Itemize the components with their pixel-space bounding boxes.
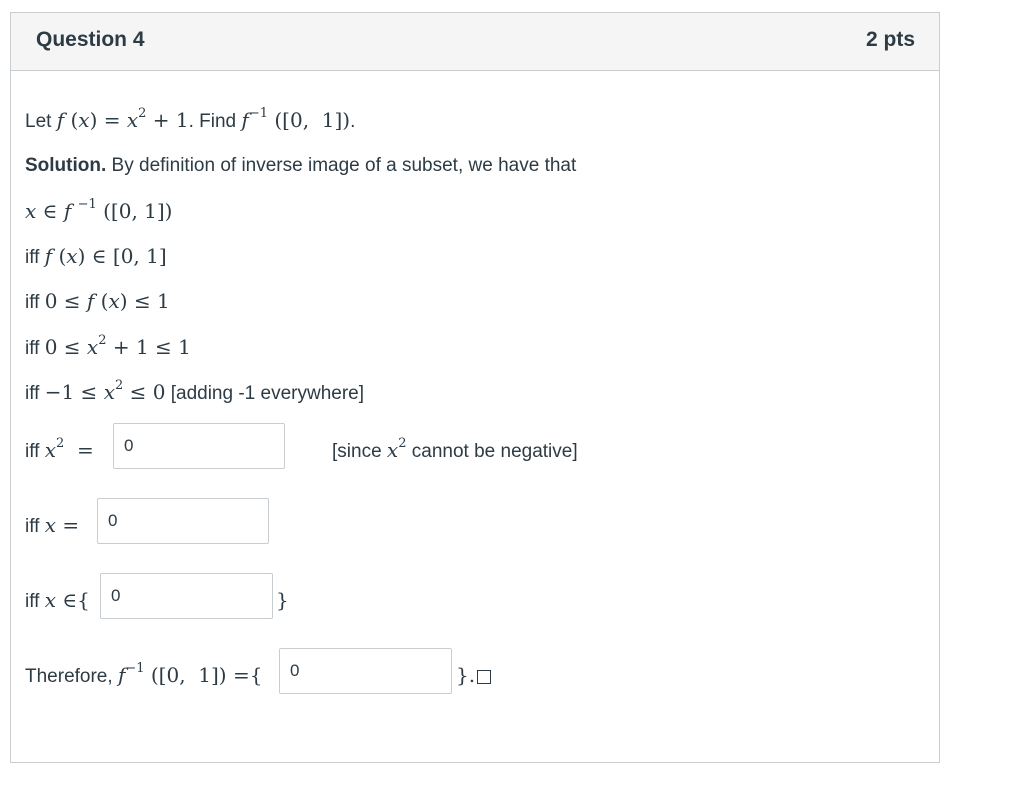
prompt-find: . Find — [188, 111, 237, 132]
since-prefix: [since — [332, 441, 382, 462]
question-points: 2 pts — [865, 28, 915, 51]
iff-label: iff — [25, 516, 40, 537]
step-image-membership — [25, 244, 167, 270]
since-note — [332, 438, 578, 464]
adding-note: [adding -1 everywhere] — [170, 383, 365, 404]
therefore-formula: $f^{-1}$ ([0, 1]) ={ — [117, 661, 263, 687]
question-title: Question 4 — [36, 28, 145, 51]
iff-label: iff — [25, 383, 40, 404]
prompt-let: Let — [25, 111, 52, 132]
final-close — [456, 663, 491, 689]
step-inequality-x2 — [25, 380, 364, 406]
answer-x-squared-input[interactable] — [113, 423, 285, 469]
x-in-set-formula: x ∈{ — [44, 588, 90, 612]
image-membership-formula: f (x) ∈ [0, 1] — [44, 244, 167, 268]
final-close-brace: }. — [456, 663, 476, 687]
iff-label: iff — [25, 247, 40, 268]
step-inequality-fx — [25, 289, 170, 315]
since-suffix: cannot be negative] — [411, 441, 578, 462]
solution-intro — [25, 154, 576, 178]
answer-x-in-set-value: 0 — [111, 586, 121, 605]
iff-label: iff — [25, 591, 40, 612]
solution-label: Solution. — [25, 155, 107, 176]
answer-x-value: 0 — [108, 511, 118, 530]
inequality-x2-formula: $-1 \le x^2 \le 0$ — [44, 378, 166, 404]
step-membership — [25, 199, 172, 225]
iff-label: iff — [25, 338, 40, 359]
answer-final-set-value: 0 — [290, 661, 300, 680]
step-therefore — [25, 663, 262, 689]
membership-formula: x ∈ f $^{-1}$ ([0, 1]) — [25, 197, 173, 223]
question-header — [11, 13, 939, 71]
set-close-brace: } — [276, 588, 289, 612]
since-x-squared: $x^2$ — [386, 436, 407, 462]
solution-text: By definition of inverse image of a subset, we have that — [106, 155, 577, 176]
prompt-end: . — [350, 111, 356, 132]
qed-box-icon — [477, 670, 491, 684]
inequality-x2-plus-1-formula: $0 \le x^2 + 1 \le 1$ — [44, 333, 191, 359]
prompt-inverse-image: $f^{-1}$ ([0, 1]) — [241, 106, 351, 132]
question-prompt — [25, 108, 355, 134]
x-equals-formula: x = — [44, 513, 80, 537]
answer-x-input[interactable] — [97, 498, 269, 544]
step-x-in-set — [25, 588, 90, 614]
answer-x-in-set-input[interactable] — [100, 573, 273, 619]
iff-label: iff — [25, 292, 40, 313]
iff-label: iff — [25, 441, 40, 462]
prompt-function-formula: f $(x) = x^2 + 1$ — [56, 106, 189, 132]
step-x-squared-equals — [25, 438, 94, 464]
step-x-equals — [25, 513, 79, 539]
x-squared-equals-formula: $x^2$ = — [44, 436, 94, 462]
therefore-label: Therefore, — [25, 666, 113, 687]
step-inequality-x2-plus-1 — [25, 335, 191, 361]
answer-final-set-input[interactable] — [279, 648, 452, 694]
answer-x-squared-value: 0 — [124, 436, 134, 455]
inequality-fx-formula: 0 ≤ f (x) ≤ 1 — [44, 289, 170, 313]
